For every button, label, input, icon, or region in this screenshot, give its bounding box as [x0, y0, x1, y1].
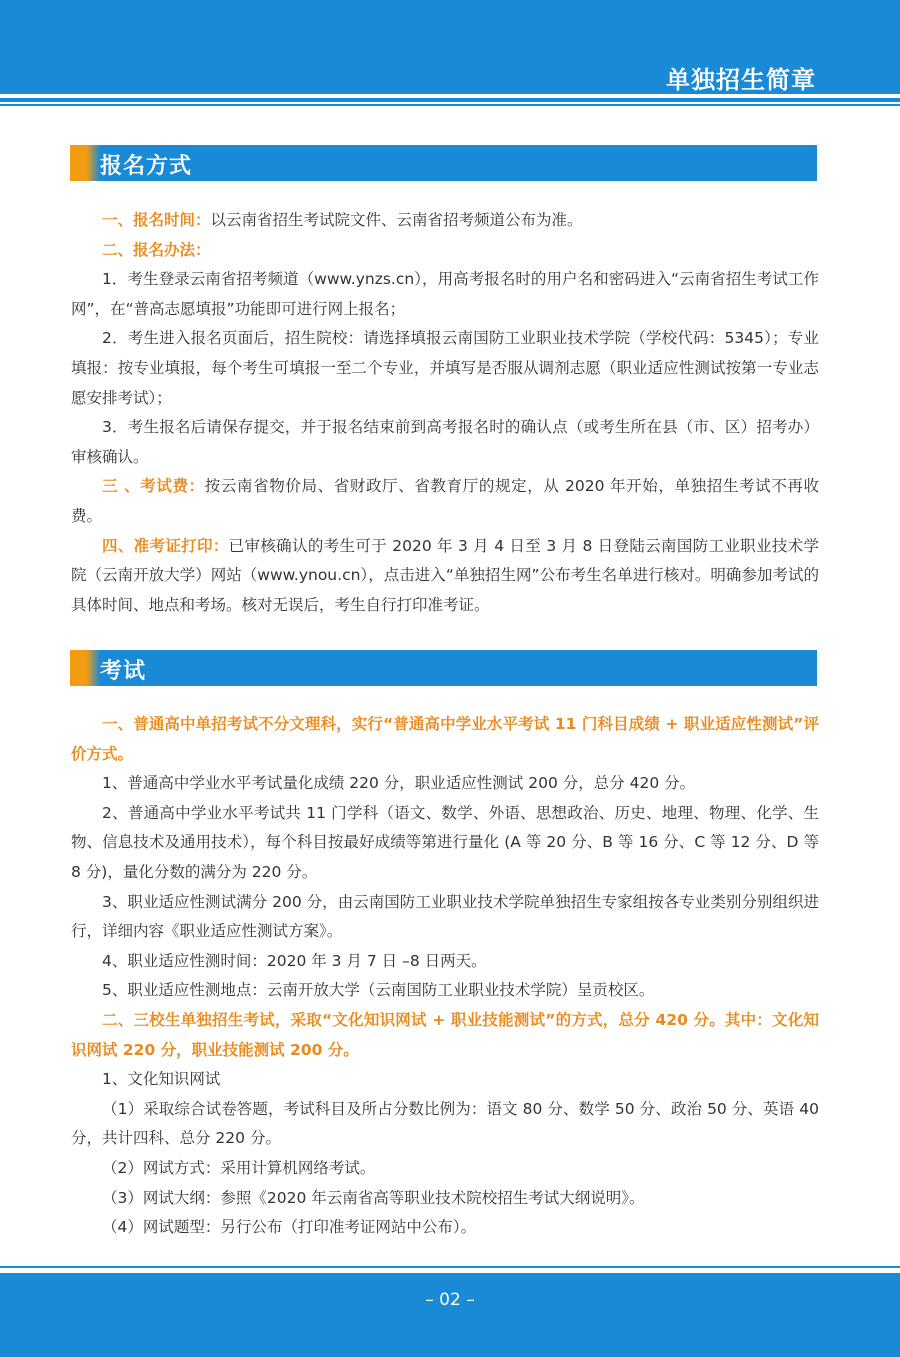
paragraph-exam-item-1: 1、普通高中学业水平考试量化成绩 220 分，职业适应性测试 200 分，总分 420 分。: [102, 774, 696, 793]
footer-divider: [0, 1266, 900, 1268]
brochure-title: 单独招生简章: [666, 66, 816, 94]
paragraph-culture-test-4: （4）网试题型：另行公布（打印准考证网站中公布）。: [102, 1218, 477, 1237]
paragraph-exam-item-5: 5、职业适应性测地点：云南开放大学（云南国防工业职业技术学院）呈贡校区。: [102, 981, 655, 1000]
header-divider-thin: [0, 104, 900, 106]
paragraph-exam-item-4: 4、职业适应性测时间：2020 年 3 月 7 日 –8 日两天。: [102, 951, 487, 970]
paragraph-exam-item-3: 3、职业适应性测试满分 200 分，由云南国防工业职业技术学院单独招生专家组按各专业类别分别组织进行，详细内容《职业适应性测试方案》。: [71, 892, 819, 941]
section-title: 考试: [100, 659, 147, 684]
section-accent: [70, 145, 100, 181]
paragraph-high-school-exam: 一、普通高中单招考试不分文理科，实行“普通高中学业水平考试 11 门科目成绩 + 职业适应性测试”评价方式。: [71, 715, 819, 763]
paragraph-step-3: 3．考生报名后请保存提交，并于报名结束前到高考报名时的确认点（或考生所在县（市、区）招考办）审核确认。: [71, 418, 819, 466]
paragraph-registration-time: 一、报名时间：以云南省招生考试院文件、云南省招考频道公布为准。: [102, 211, 583, 229]
page-number: – 02 –: [425, 1290, 475, 1310]
footer-bar: [0, 1273, 900, 1357]
paragraph-registration-method: 二、报名办法：: [102, 240, 211, 259]
registration-content: [71, 206, 819, 620]
section-heading-registration: [70, 145, 817, 181]
paragraph-culture-test-3: （3）网试大纲：参照《2020 年云南省高等职业技术院校招生考试大纲说明》。: [102, 1188, 645, 1207]
section-accent: [70, 650, 100, 686]
paragraph-culture-test: 1、文化知识网试: [102, 1070, 221, 1089]
paragraph-step-2: 2．考生进入报名页面后，招生院校：请选择填报云南国防工业职业技术学院（学校代码：5345）；专业填报：按专业填报，每个考生可填报一至二个专业，并填写是否服从调剂志愿（职业适应性测试按第一专业志愿安排考试）；: [71, 329, 819, 407]
header-bar: [0, 0, 900, 94]
paragraph-culture-test-2: （2）网试方式：采用计算机网络考试。: [102, 1158, 376, 1177]
header-divider: [0, 98, 900, 102]
exam-content: [71, 710, 819, 1243]
paragraph-culture-test-1: （1）采取综合试卷答题，考试科目及所占分数比例为：语文 80 分、数学 50 分、政治 50 分、英语 40 分，共计四科、总分 220 分。: [71, 1099, 819, 1148]
section-heading-exam: [70, 650, 817, 686]
paragraph-admission-ticket: 四、准考证打印：已审核确认的考生可于 2020 年 3 月 4 日至 3 月 8 日登陆云南国防工业职业技术学院（云南开放大学）网站（www.ynou.cn），点击进入“单独招生网”公布考生名单进行核对。明确参加考试的具体时间、地点和考场。核对无误后，考生自行打印准考证。: [71, 536, 819, 614]
paragraph-exam-item-2: 2、普通高中学业水平考试共 11 门学科（语文、数学、外语、思想政治、历史、地理、物理、化学、生物、信息技术及通用技术），每个科目按最好成绩等第进行量化 (A 等 20 分、B 等 16 分、C 等 12 分、D 等 8 分)，量化分数的满分为 220 分。: [71, 803, 819, 881]
paragraph-step-1: 1．考生登录云南省招考频道（www.ynzs.cn），用高考报名时的用户名和密码进入“云南省招生考试工作网”，在“普高志愿填报”功能即可进行网上报名；: [71, 270, 819, 318]
paragraph-vocational-exam: 二、三校生单独招生考试，采取“文化知识网试 + 职业技能测试”的方式，总分 420 分。其中：文化知识网试 220 分，职业技能测试 200 分。: [71, 1010, 819, 1059]
section-title: 报名方式: [100, 154, 193, 179]
paragraph-exam-fee: 三 、考试费：按云南省物价局、省财政厅、省教育厅的规定，从 2020 年开始，单独招生考试不再收费。: [71, 477, 819, 525]
